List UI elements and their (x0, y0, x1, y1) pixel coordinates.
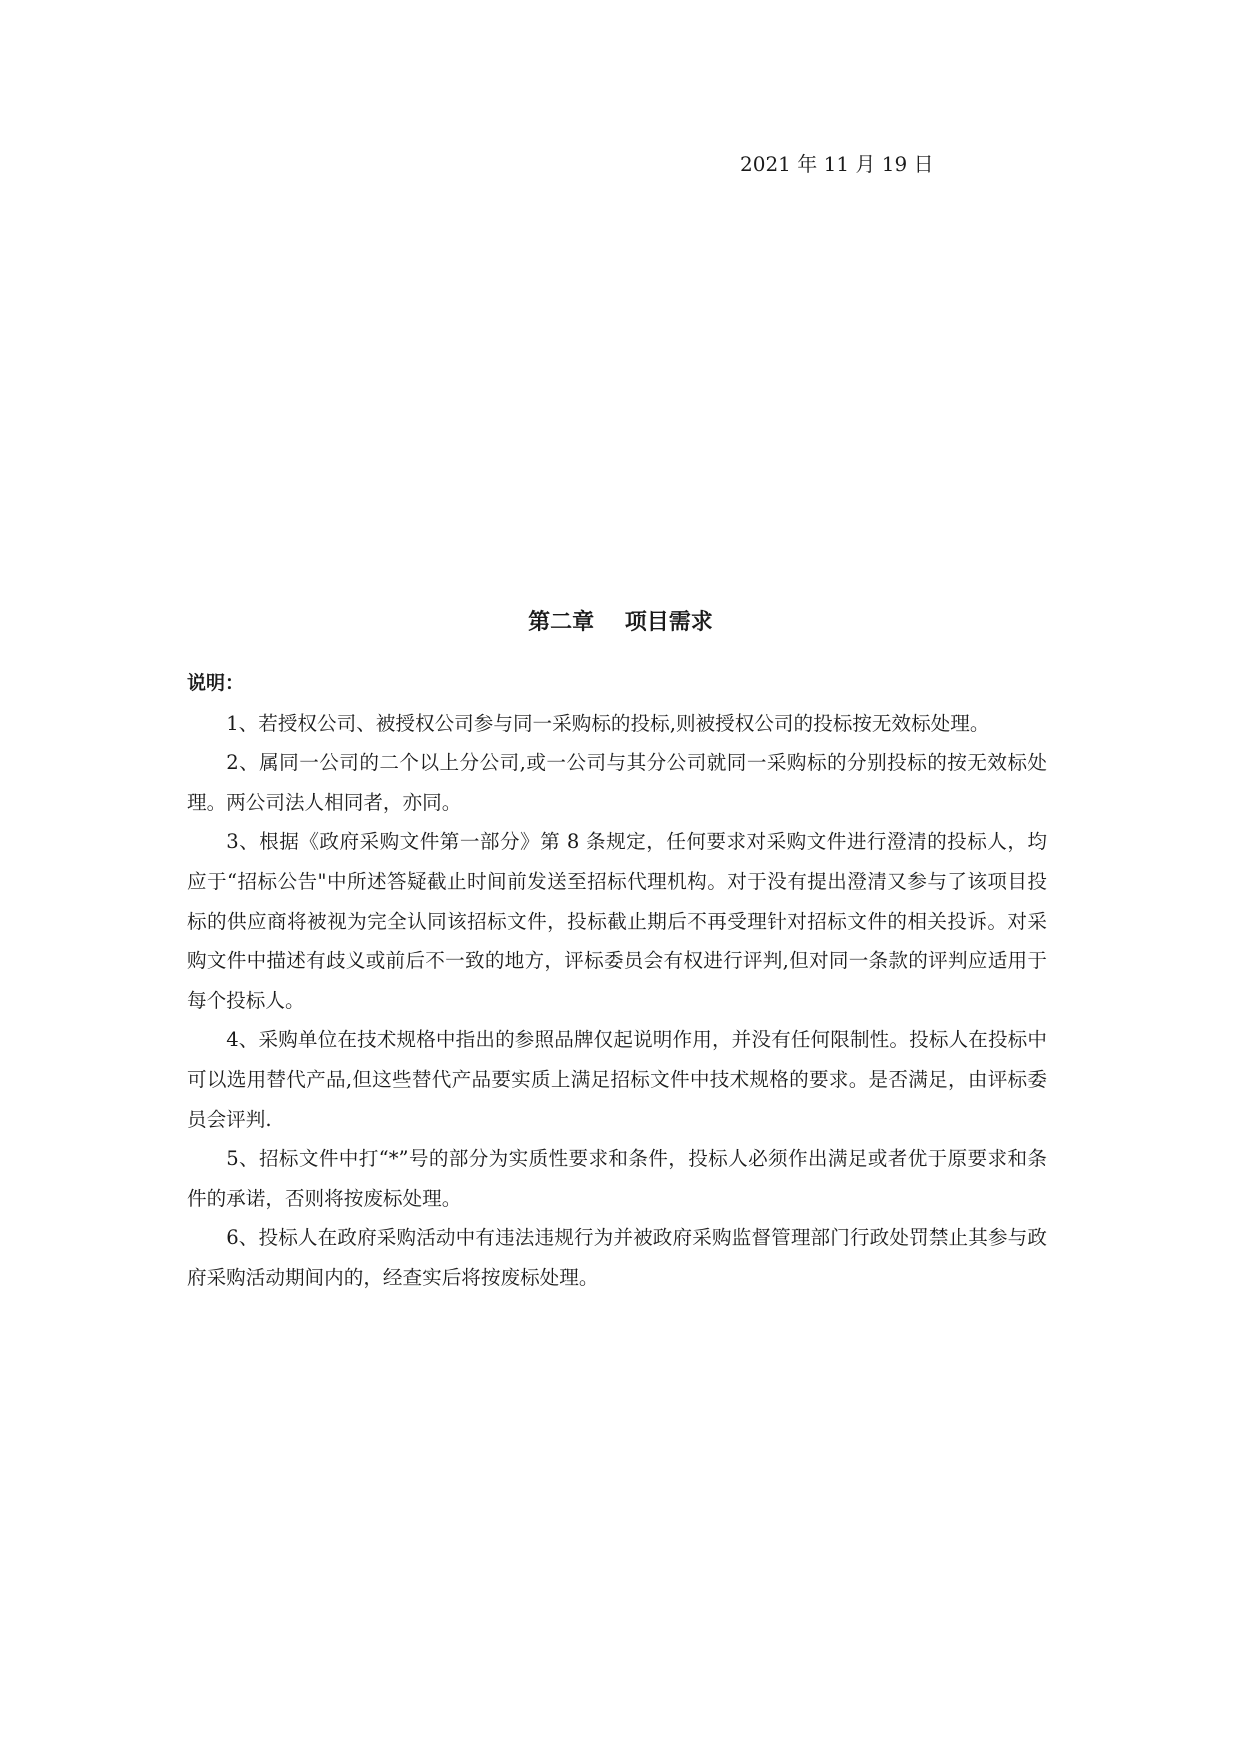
note-item-5: 5、招标文件中打“*”号的部分为实质性要求和条件，投标人必须作出满足或者优于原要求和条件的承诺，否则将按废标处理。 (187, 1147, 1047, 1210)
document-date: 2021 年 11 月 19 日 (740, 152, 934, 176)
note-item-3: 3、根据《政府采购文件第一部分》第 8 条规定，任何要求对采购文件进行澄清的投标人，均应于“招标公告"中所述答疑截止时间前发送至招标代理机构。对于没有提出澄清又参与了该项目投标的供应商将被视为完全认同该招标文件，投标截止期后不再受理针对招标文件的相关投诉。对采购文件中描述有歧义或前后不一致的地方，评标委员会有权进行评判,但对同一条款的评判应适用于每个投标人。 (187, 830, 1047, 1012)
note-item-1: 1、若授权公司、被授权公司参与同一采购标的投标,则被授权公司的投标按无效标处理。 (226, 711, 990, 735)
note-item-4: 4、采购单位在技术规格中指出的参照品牌仅起说明作用，并没有任何限制性。投标人在投标中可以选用替代产品,但这些替代产品要实质上满足招标文件中技术规格的要求。是否满足，由评标委员会评判. (187, 1028, 1047, 1131)
notes-label: 说明： (187, 672, 245, 694)
notes-section (187, 664, 1047, 1298)
chapter-title: 第二章 项目需求 (528, 610, 713, 635)
note-item-2: 2、属同一公司的二个以上分公司,或一公司与其分公司就同一采购标的分别投标的按无效标处理。两公司法人相同者，亦同。 (187, 751, 1047, 814)
note-item-6: 6、投标人在政府采购活动中有违法违规行为并被政府采购监督管理部门行政处罚禁止其参与政府采购活动期间内的，经查实后将按废标处理。 (187, 1226, 1047, 1289)
